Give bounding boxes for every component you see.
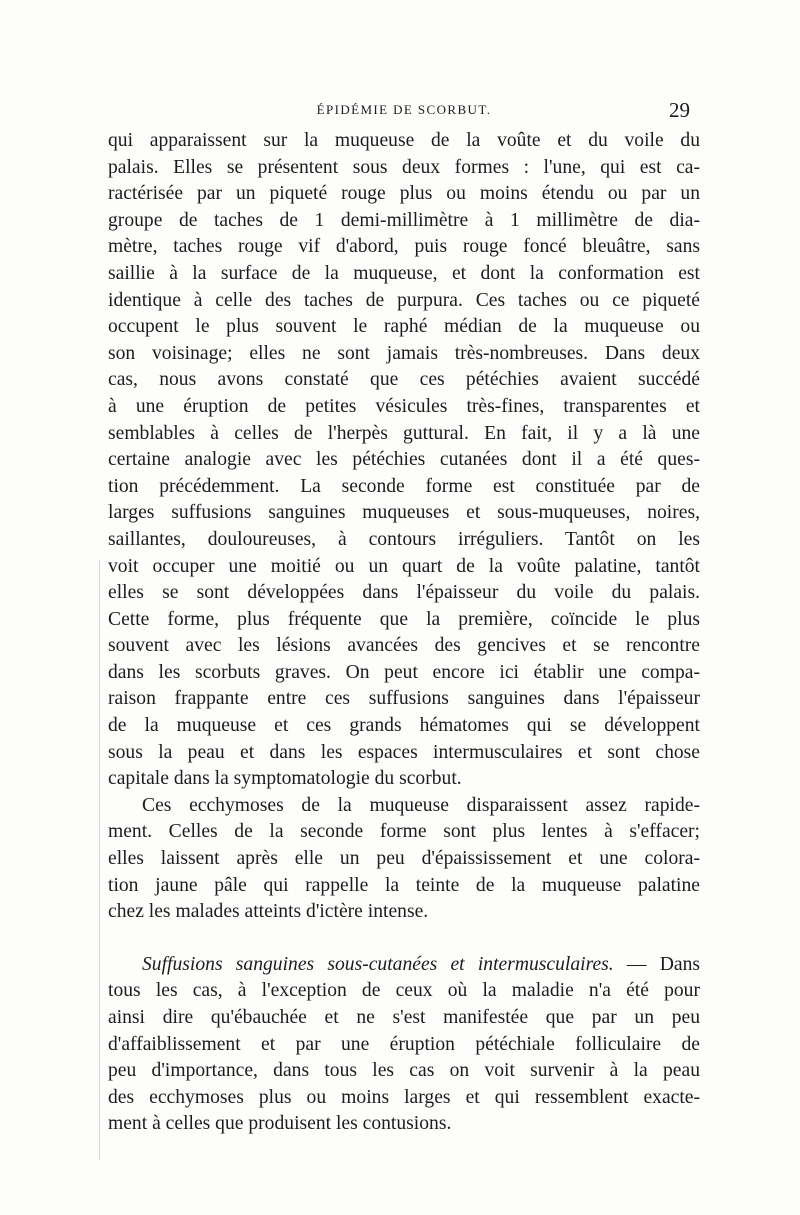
paragraph-suffusions	[108, 952, 700, 1138]
text-line: groupe de taches de 1 demi-millimètre à 1 millimètre de dia-	[108, 209, 700, 231]
text-line: larges suffusions sanguines muqueuses et sous-muqueuses, noires,	[108, 502, 700, 524]
body-text	[108, 128, 700, 1138]
text-line: Cette forme, plus fréquente que la première, coïncide le plus	[108, 608, 700, 630]
text-line: saillie à la surface de la muqueuse, et dont la conformation est	[108, 262, 700, 284]
heading-continuation: — Dans	[613, 953, 700, 975]
text-line: palais. Elles se présentent sous deux formes : l'une, qui est ca-	[108, 156, 700, 178]
text-line: ment à celles que produisent les contusions.	[108, 1113, 452, 1135]
text-line: raison frappante entre ces suffusions sanguines dans l'épaisseur	[108, 688, 700, 710]
text-line: ractérisée par un piqueté rouge plus ou moins étendu ou par un	[108, 183, 700, 205]
text-line: tion précédemment. La seconde forme est constituée par de	[108, 475, 700, 497]
text-line: identique à celle des taches de purpura. Ces taches ou ce piqueté	[108, 289, 700, 311]
page-number: 29	[669, 98, 690, 122]
paragraph-ecchymoses	[108, 793, 700, 926]
text-line: qui apparaissent sur la muqueuse de la voûte et du voile du	[108, 130, 700, 151]
paragraph-continued	[108, 128, 700, 793]
text-line: voit occuper une moitié ou un quart de la voûte palatine, tantôt	[108, 555, 700, 577]
text-line: des ecchymoses plus ou moins larges et qui ressemblent exacte-	[108, 1086, 700, 1108]
running-head	[108, 98, 700, 126]
text-line: occupent le plus souvent le raphé médian de la muqueuse ou	[108, 316, 700, 338]
text-line: son voisinage; elles ne sont jamais très-nombreuses. Dans deux	[108, 342, 700, 364]
text-line: sous la peau et dans les espaces intermusculaires et sont chose	[108, 741, 700, 763]
text-line: certaine analogie avec les pétéchies cutanées dont il a été ques-	[108, 449, 700, 471]
text-line: elles se sont développées dans l'épaisseur du voile du palais.	[108, 582, 700, 604]
text-line	[108, 952, 700, 979]
section-heading: Suffusions sanguines sous-cutanées et intermusculaires.	[142, 953, 614, 975]
text-line: ainsi dire qu'ébauchée et ne s'est manifestée que par un peu	[108, 1007, 700, 1028]
text-line: Ces ecchymoses de la muqueuse disparaissent assez rapide-	[142, 794, 700, 816]
text-line: tion jaune pâle qui rappelle la teinte de la muqueuse palatine	[108, 874, 700, 896]
text-line: ment. Celles de la seconde forme sont plus lentes à s'effacer;	[108, 821, 700, 843]
text-line: à une éruption de petites vésicules très-fines, transparentes et	[108, 395, 700, 417]
text-line: cas, nous avons constaté que ces pétéchies avaient succédé	[108, 369, 700, 391]
section-break	[108, 926, 700, 952]
text-line: souvent avec les lésions avancées des gencives et se rencontre	[108, 635, 700, 657]
text-line: chez les malades atteints d'ictère intense.	[108, 901, 429, 923]
text-line: tous les cas, à l'exception de ceux où la maladie n'a été pour	[108, 980, 700, 1002]
text-line: elles laissent après elle un peu d'épaississement et une colora-	[108, 848, 700, 870]
text-line: semblables à celles de l'herpès guttural. En fait, il y a là une	[108, 422, 700, 444]
text-line: de la muqueuse et ces grands hématomes qui se développent	[108, 715, 700, 737]
running-title: ÉPIDÉMIE DE SCORBUT.	[316, 102, 492, 117]
text-line: dans les scorbuts graves. On peut encore ici établir une compa-	[108, 661, 700, 683]
text-line: mètre, taches rouge vif d'abord, puis rouge foncé bleuâtre, sans	[108, 236, 700, 258]
text-line: capitale dans la symptomatologie du scorbut.	[108, 768, 462, 790]
text-line: d'affaiblissement et par une éruption pétéchiale folliculaire de	[108, 1033, 700, 1055]
text-line: peu d'importance, dans tous les cas on voit survenir à la peau	[108, 1060, 700, 1082]
text-line: saillantes, douloureuses, à contours irréguliers. Tantôt on les	[108, 528, 700, 550]
margin-rule	[99, 560, 100, 1160]
